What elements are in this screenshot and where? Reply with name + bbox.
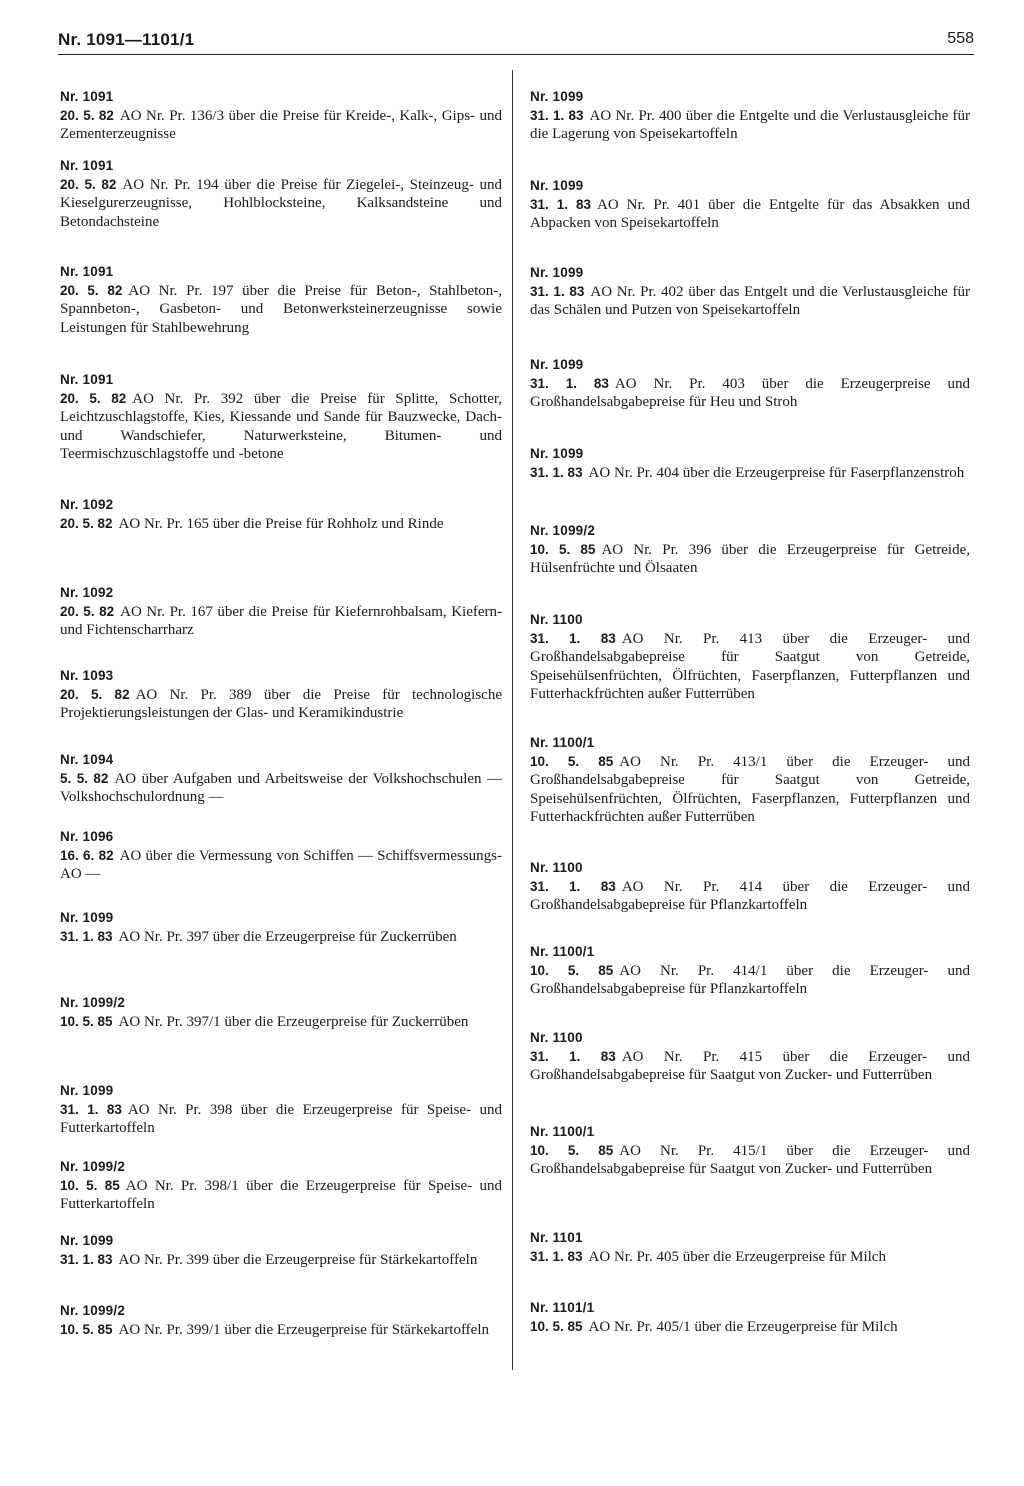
entry-text: AO über die Vermessung von Schiffen — Schiffsvermessungs-AO — <box>60 847 503 882</box>
entry-number: Nr. 1100 <box>530 1030 583 1045</box>
entry-text: AO Nr. Pr. 403 über die Erzeugerpreise und Großhandelsabgabepreise für Heu und Stroh <box>530 375 970 410</box>
list-item <box>530 522 970 578</box>
entry-text: AO Nr. Pr. 405 über die Erzeugerpreise für Milch <box>588 1248 886 1265</box>
list-item <box>530 859 970 915</box>
entry-number: Nr. 1099/2 <box>60 995 126 1010</box>
entry-date: 31. 1. 83 <box>60 1251 113 1267</box>
entry-date: 31. 1. 83 <box>530 1048 616 1064</box>
entry-date: 31. 1. 83 <box>530 283 585 299</box>
list-item <box>530 445 970 482</box>
entry-number: Nr. 1099/2 <box>60 1159 126 1174</box>
entry-text: AO Nr. Pr. 392 über die Preise für Splitte, Schotter, Leichtzuschlagstoffe, Kies, Kiessande und Sande für Bauzwecke, Dach- und Wandschiefer, Naturwerksteine, Bitumen- und Teermischzuschlagstoffe und -betone <box>60 390 503 462</box>
entry-text: AO Nr. Pr. 413 über die Erzeuger- und Großhandelsabgabepreise für Saatgut von Getreide, Speisehülsenfrüchten, Ölfrüchten, Faserpflanzen, Futterpflanzen und Futterhackfrüchten außer Futterrüben <box>530 630 970 702</box>
entry-date: 20. 5. 82 <box>60 176 117 192</box>
page-title: Nr. 1091—1101/1 <box>58 30 195 49</box>
entry-date: 10. 5. 85 <box>60 1321 113 1337</box>
entry-text: AO Nr. Pr. 399 über die Erzeugerpreise für Stärkekartoffeln <box>118 1251 478 1268</box>
list-item <box>530 1229 970 1266</box>
entry-number: Nr. 1091 <box>60 372 114 387</box>
entry-date: 10. 5. 85 <box>530 962 614 978</box>
entry-text: AO Nr. Pr. 414 über die Erzeuger- und Großhandelsabgabepreise für Pflanzkartoffeln <box>530 878 970 913</box>
entry-number: Nr. 1099/2 <box>60 1303 126 1318</box>
list-item <box>530 356 970 412</box>
entry-date: 31. 1. 83 <box>60 1101 122 1117</box>
entry-number: Nr. 1092 <box>60 497 114 512</box>
entry-number: Nr. 1099 <box>60 1083 114 1098</box>
list-item <box>530 611 970 704</box>
entry-date: 10. 5. 85 <box>530 541 596 557</box>
entry-date: 10. 5. 85 <box>530 1142 614 1158</box>
entry-date: 31. 1. 83 <box>530 630 616 646</box>
entry-number: Nr. 1099 <box>60 1233 114 1248</box>
entry-date: 31. 1. 83 <box>60 928 113 944</box>
entry-text: AO Nr. Pr. 194 über die Preise für Ziegelei-, Steinzeug- und Kieselgurerzeugnisse, Hohlblocksteine, Kalksandsteine und Betondachsteine <box>60 176 502 230</box>
entry-date: 31. 1. 83 <box>530 878 616 894</box>
entry-number: Nr. 1101 <box>530 1230 583 1245</box>
entry-date: 10. 5. 85 <box>60 1013 113 1029</box>
entry-text: AO Nr. Pr. 396 über die Erzeugerpreise für Getreide, Hülsenfrüchte und Ölsaaten <box>530 541 970 576</box>
entry-date: 10. 5. 85 <box>60 1177 120 1193</box>
entry-number: Nr. 1099/2 <box>530 523 596 538</box>
entry-text: AO Nr. Pr. 413/1 über die Erzeuger- und Großhandelsabgabepreise für Saatgut von Getreide, Speisehülsenfrüchten, Ölfrüchten, Faserpflanzen, Futterpflanzen und Futterhackfrüchten außer Futterrüben <box>530 753 970 825</box>
entry-date: 5. 5. 82 <box>60 770 109 786</box>
entry-text: AO Nr. Pr. 397 über die Erzeugerpreise für Zuckerrüben <box>118 928 457 945</box>
entry-date: 20. 5. 82 <box>60 515 113 531</box>
entry-text: AO Nr. Pr. 401 über die Entgelte für das Absakken und Abpacken von Speisekartoffeln <box>530 196 971 231</box>
list-item <box>530 1299 970 1336</box>
entry-number: Nr. 1101/1 <box>530 1300 595 1315</box>
entry-number: Nr. 1099 <box>530 357 584 372</box>
entry-text: AO Nr. Pr. 400 über die Entgelte und die Verlustausgleiche für die Lagerung von Speisekartoffeln <box>530 107 970 142</box>
entry-number: Nr. 1100/1 <box>530 944 595 959</box>
entry-text: AO Nr. Pr. 397/1 über die Erzeugerpreise für Zuckerrüben <box>118 1013 469 1030</box>
entry-date: 20. 5. 82 <box>60 282 123 298</box>
entry-text: AO Nr. Pr. 415 über die Erzeuger- und Großhandelsabgabepreise für Saatgut von Zucker- und Futterrüben <box>530 1048 970 1083</box>
list-item <box>530 88 970 144</box>
entry-text: AO Nr. Pr. 402 über das Entgelt und die Verlustausgleiche für das Schälen und Putzen von Speisekartoffeln <box>530 283 970 318</box>
entry-text: AO Nr. Pr. 398/1 über die Erzeugerpreise für Speise- und Futterkartoffeln <box>60 1177 502 1212</box>
entry-date: 20. 5. 82 <box>60 107 114 123</box>
entry-number: Nr. 1099 <box>530 265 584 280</box>
entry-number: Nr. 1092 <box>60 585 114 600</box>
page-number: 558 <box>947 30 974 47</box>
entry-number: Nr. 1091 <box>60 158 114 173</box>
entry-number: Nr. 1091 <box>60 264 114 279</box>
entry-date: 16. 6. 82 <box>60 847 114 863</box>
entry-number: Nr. 1100/1 <box>530 1124 595 1139</box>
entry-date: 20. 5. 82 <box>60 686 130 702</box>
list-item <box>530 734 970 827</box>
entry-date: 10. 5. 85 <box>530 1318 583 1334</box>
entry-number: Nr. 1094 <box>60 752 114 767</box>
entry-date: 20. 5. 82 <box>60 390 127 406</box>
entry-number: Nr. 1099 <box>530 178 584 193</box>
entry-text: AO über Aufgaben und Arbeitsweise der Volkshochschulen — Volkshochschulordnung — <box>60 770 502 805</box>
entry-date: 31. 1. 83 <box>530 375 609 391</box>
entry-text: AO Nr. Pr. 197 über die Preise für Beton-, Stahlbeton-, Spannbeton-, Gasbeton- und Betonwerksteinerzeugnisse sowie Leistungen für Stahlbewehrung <box>60 282 503 336</box>
entry-text: AO Nr. Pr. 136/3 über die Preise für Kreide-, Kalk-, Gips- und Zementerzeugnisse <box>60 107 502 142</box>
list-item <box>530 943 970 999</box>
entry-text: AO Nr. Pr. 398 über die Erzeugerpreise für Speise- und Futterkartoffeln <box>60 1101 502 1136</box>
entry-number: Nr. 1091 <box>60 89 114 104</box>
entry-number: Nr. 1099 <box>60 910 114 925</box>
entry-number: Nr. 1093 <box>60 668 114 683</box>
entry-date: 10. 5. 85 <box>530 753 614 769</box>
entry-date: 31. 1. 83 <box>530 1248 583 1264</box>
list-item <box>530 1029 970 1085</box>
entry-number: Nr. 1100 <box>530 860 583 875</box>
entry-number: Nr. 1099 <box>530 446 584 461</box>
entry-text: AO Nr. Pr. 414/1 über die Erzeuger- und Großhandelsabgabepreise für Pflanzkartoffeln <box>530 962 970 997</box>
entry-date: 31. 1. 83 <box>530 107 584 123</box>
entry-number: Nr. 1100/1 <box>530 735 595 750</box>
entry-text: AO Nr. Pr. 405/1 über die Erzeugerpreise für Milch <box>588 1318 898 1335</box>
entry-number: Nr. 1100 <box>530 612 583 627</box>
entry-text: AO Nr. Pr. 399/1 über die Erzeugerpreise für Stärkekartoffeln <box>118 1321 489 1338</box>
entry-date: 31. 1. 83 <box>530 464 583 480</box>
entry-number: Nr. 1096 <box>60 829 114 844</box>
entry-text: AO Nr. Pr. 167 über die Preise für Kiefernrohbalsam, Kiefern- und Fichtenscharrharz <box>60 603 503 638</box>
entry-date: 20. 5. 82 <box>60 603 115 619</box>
entry-number: Nr. 1099 <box>530 89 584 104</box>
entry-text: AO Nr. Pr. 415/1 über die Erzeuger- und Großhandelsabgabepreise für Saatgut von Zucker- und Futterrüben <box>530 1142 970 1177</box>
list-item <box>530 264 970 320</box>
entry-date: 31. 1. 83 <box>530 196 591 212</box>
entry-text: AO Nr. Pr. 389 über die Preise für technologische Projektierungsleistungen der Glas- und Keramikindustrie <box>60 686 502 721</box>
list-item <box>530 177 970 233</box>
list-item <box>530 1123 970 1179</box>
entry-text: AO Nr. Pr. 165 über die Preise für Rohholz und Rinde <box>118 515 444 532</box>
entry-text: AO Nr. Pr. 404 über die Erzeugerpreise für Faserpflanzenstroh <box>588 464 965 481</box>
